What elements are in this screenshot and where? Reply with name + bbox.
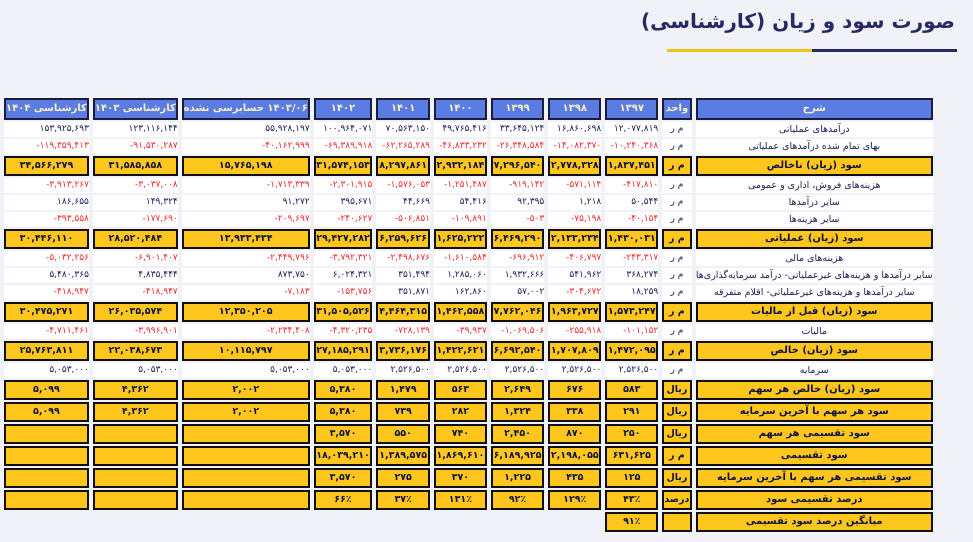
value-cell: ۴,۸۳۵,۴۴۴ <box>93 268 178 283</box>
value-cell: ۲۷,۱۸۵,۲۹۱ <box>314 341 373 361</box>
value-cell: ۳۳,۶۴۵,۱۲۴ <box>491 122 544 137</box>
value-cell: ۲۲,۰۳۸,۶۷۳ <box>93 341 178 361</box>
value-cell: -۴۰۶,۷۹۷ <box>548 251 601 266</box>
value-cell: ۶,۲۵۹,۶۲۶ <box>376 229 430 249</box>
row-unit: درصد <box>662 490 691 510</box>
row-label: هزینه‌های فروش، اداری و عمومی <box>696 178 934 193</box>
value-cell: ۳,۷۳۶,۱۷۶ <box>376 341 430 361</box>
table-row <box>4 195 933 210</box>
table-row <box>4 446 933 466</box>
value-cell: ۱۲۵ <box>605 468 658 488</box>
underline-gold-segment <box>667 49 812 52</box>
value-cell: ۳۳۸ <box>548 402 601 422</box>
value-cell: -۲۵۵,۹۱۸ <box>548 324 601 339</box>
value-cell: ۹۱٪ <box>605 512 658 532</box>
table-row <box>4 229 933 249</box>
value-cell: ۲,۷۷۸,۳۲۸ <box>548 156 601 176</box>
value-cell: -۳۹,۹۳۷ <box>434 324 487 339</box>
row-label: میانگین درصد سود تقسیمی <box>696 512 934 532</box>
value-cell: -۱۷۷,۶۹۰ <box>93 212 178 227</box>
value-cell: -۱۵۳,۷۵۶ <box>314 285 373 300</box>
value-cell: ۲۹,۴۲۷,۲۸۲ <box>314 229 373 249</box>
table-row <box>4 212 933 227</box>
row-label: سود تقسیمی <box>696 446 934 466</box>
value-cell: ۲,۹۳۲,۱۸۴ <box>434 156 487 176</box>
value-cell: ۱,۷۰۷,۸۰۹ <box>548 341 601 361</box>
value-cell: -۳,۹۱۳,۲۶۷ <box>4 178 89 193</box>
underline-navy-segment <box>812 49 957 52</box>
row-unit: م ر <box>662 251 691 266</box>
value-cell: ۳,۵۷۰ <box>314 424 373 444</box>
row-unit: ریال <box>662 380 691 400</box>
value-cell: -۶۹۶,۹۱۲ <box>491 251 544 266</box>
value-cell: -۴۱۸,۹۴۷ <box>4 285 89 300</box>
value-cell: ۵,۰۹۹ <box>4 380 89 400</box>
value-cell: ۵۰,۵۴۴ <box>605 195 658 210</box>
value-cell <box>93 512 178 532</box>
value-cell: ۳۶۸,۲۷۴ <box>605 268 658 283</box>
value-cell: ۱,۴۷۲,۰۹۵ <box>605 341 658 361</box>
row-label: مالیات <box>696 324 934 339</box>
row-label: سود (زیان) خالص هر سهم <box>696 380 934 400</box>
value-cell: ۱,۹۳۲,۶۶۶ <box>491 268 544 283</box>
table-row <box>4 324 933 339</box>
row-label: سود (زیان) قبل از مالیات <box>696 302 934 322</box>
value-cell: ۲,۵۲۶,۵۰۰ <box>548 363 601 378</box>
row-label: درآمدهای عملیاتی <box>696 122 934 137</box>
value-cell: -۴۰,۱۵۴ <box>605 212 658 227</box>
row-unit: م ر <box>662 122 691 137</box>
year-column-header-6: ۱۴۰۳/۰۶ حسابرسی نشده <box>182 98 310 120</box>
value-cell <box>182 490 310 510</box>
value-cell: ۱۸۶,۶۵۵ <box>4 195 89 210</box>
row-label: سایر درآمدها و هزینه‌های غیرعملیاتی- درآمد سرمایه‌گذاری‌ها <box>696 268 934 283</box>
value-cell: -۷۵,۱۹۸ <box>548 212 601 227</box>
value-cell: -۲۴۰,۶۲۷ <box>314 212 373 227</box>
row-unit: م ر <box>662 139 691 154</box>
table-row <box>4 302 933 322</box>
value-cell: ۱,۴۷۹ <box>376 380 430 400</box>
value-cell: ۶۳۱,۶۲۵ <box>605 446 658 466</box>
value-cell: -۴۰,۱۶۲,۹۹۹ <box>182 139 310 154</box>
value-cell <box>434 512 487 532</box>
value-cell: ۳۷۰ <box>434 468 487 488</box>
header-row <box>4 98 933 120</box>
row-label: سایر هزینه‌ها <box>696 212 934 227</box>
value-cell: -۴,۳۲۰,۲۳۵ <box>314 324 373 339</box>
table-row <box>4 285 933 300</box>
value-cell: ۸,۲۹۷,۸۶۱ <box>376 156 430 176</box>
row-unit: م ر <box>662 156 691 176</box>
value-cell: ۲,۵۲۶,۵۰۰ <box>491 363 544 378</box>
table-row <box>4 402 933 422</box>
value-cell: ۴,۴۶۴,۳۱۵ <box>376 302 430 322</box>
value-cell: ۵,۳۸۰ <box>314 402 373 422</box>
row-unit: م ر <box>662 324 691 339</box>
table-row <box>4 380 933 400</box>
value-cell: -۵۷۱,۱۱۴ <box>548 178 601 193</box>
value-cell: ۱۰۰,۹۶۴,۰۷۱ <box>314 122 373 137</box>
table-row <box>4 268 933 283</box>
value-cell: ۱۳۱٪ <box>434 490 487 510</box>
value-cell: ۵,۰۵۳,۰۰۰ <box>314 363 373 378</box>
value-cell: ۵,۰۵۳,۰۰۰ <box>4 363 89 378</box>
value-cell: ۱,۴۳۰,۰۳۱ <box>605 229 658 249</box>
row-unit <box>662 512 691 532</box>
value-cell: -۲,۴۹۸,۶۷۶ <box>376 251 430 266</box>
value-cell: ۵۴۱,۹۶۲ <box>548 268 601 283</box>
row-unit: م ر <box>662 268 691 283</box>
value-cell <box>93 490 178 510</box>
value-cell: ۲۵,۷۶۳,۸۱۱ <box>4 341 89 361</box>
value-cell: ۲,۱۹۸,۰۵۵ <box>548 446 601 466</box>
row-label: هزینه‌های مالی <box>696 251 934 266</box>
value-cell: ۶۷۶ <box>548 380 601 400</box>
value-cell: ۵۵۰ <box>376 424 430 444</box>
value-cell: -۲۴۳,۳۱۷ <box>605 251 658 266</box>
table-body <box>4 122 933 532</box>
value-cell: ۵,۰۵۳,۰۰۰ <box>182 363 310 378</box>
value-cell: -۵۰۶,۸۵۱ <box>376 212 430 227</box>
value-cell: ۲,۵۲۶,۵۰۰ <box>376 363 430 378</box>
row-unit: ریال <box>662 424 691 444</box>
value-cell: ۱۶,۸۶۰,۶۹۸ <box>548 122 601 137</box>
table-row <box>4 251 933 266</box>
value-cell: -۳,۰۳۷,۰۰۸ <box>93 178 178 193</box>
desc-column-header: شرح <box>696 98 934 120</box>
value-cell: ۹۲٪ <box>491 490 544 510</box>
row-unit: م ر <box>662 363 691 378</box>
value-cell: ۲,۵۲۶,۵۰۰ <box>605 363 658 378</box>
value-cell: ۳۷٪ <box>376 490 430 510</box>
value-cell: ۳,۵۷۰ <box>314 468 373 488</box>
row-label: سود (زیان) عملیاتی <box>696 229 934 249</box>
value-cell: -۳۹۳,۵۵۸ <box>4 212 89 227</box>
value-cell: ۲,۵۲۶,۵۰۰ <box>434 363 487 378</box>
value-cell: -۴۱۸,۹۴۷ <box>93 285 178 300</box>
value-cell: -۱,۰۶۹,۵۰۶ <box>491 324 544 339</box>
value-cell <box>314 512 373 532</box>
value-cell: ۳۵۱,۴۹۴ <box>376 268 430 283</box>
row-unit: ریال <box>662 468 691 488</box>
value-cell: ۳۱,۵۸۵,۸۵۸ <box>93 156 178 176</box>
year-column-header-7: کارشناسی ۱۴۰۳ <box>93 98 178 120</box>
year-column-header-2: ۱۳۹۹ <box>491 98 544 120</box>
value-cell: -۲,۴۴۹,۷۹۶ <box>182 251 310 266</box>
value-cell: ۵۵,۹۲۸,۱۹۷ <box>182 122 310 137</box>
value-cell: ۸۷۰ <box>548 424 601 444</box>
value-cell: -۲,۲۳۴,۴۰۸ <box>182 324 310 339</box>
value-cell: ۳۵۱,۸۷۱ <box>376 285 430 300</box>
value-cell: -۲۰۹,۶۹۷ <box>182 212 310 227</box>
value-cell <box>182 468 310 488</box>
value-cell: ۱,۴۲۲,۶۲۱ <box>434 341 487 361</box>
table-row <box>4 424 933 444</box>
value-cell: -۹۱۹,۱۴۲ <box>491 178 544 193</box>
value-cell: ۲۵۰ <box>605 424 658 444</box>
value-cell: ۲,۶۴۹ <box>491 380 544 400</box>
value-cell: ۷,۷۶۲,۰۴۶ <box>491 302 544 322</box>
row-unit: م ر <box>662 212 691 227</box>
row-label: بهای تمام شده درآمدهای عملیاتی <box>696 139 934 154</box>
table-row <box>4 490 933 510</box>
value-cell: ۲۷۵ <box>376 468 430 488</box>
value-cell: -۱۴,۰۸۲,۳۷۰ <box>548 139 601 154</box>
row-unit: م ر <box>662 341 691 361</box>
year-column-header-8: کارشناسی ۱۴۰۴ <box>4 98 89 120</box>
row-unit: م ر <box>662 229 691 249</box>
value-cell: ۲۸۲ <box>434 402 487 422</box>
value-cell: ۴۳٪ <box>605 490 658 510</box>
value-cell <box>4 490 89 510</box>
value-cell: ۱۴۹,۳۲۴ <box>93 195 178 210</box>
row-unit: م ر <box>662 302 691 322</box>
table-row <box>4 156 933 176</box>
value-cell: ۱,۳۲۴ <box>491 402 544 422</box>
value-cell: ۱۶۲,۸۶۰ <box>434 285 487 300</box>
value-cell: ۲,۰۰۲ <box>182 380 310 400</box>
value-cell: -۵,۰۳۲,۲۵۶ <box>4 251 89 266</box>
value-cell: -۱۰۹,۸۹۱ <box>434 212 487 227</box>
value-cell: ۱۸,۲۵۹ <box>605 285 658 300</box>
value-cell <box>182 424 310 444</box>
value-cell: ۶,۰۲۴,۳۲۱ <box>314 268 373 283</box>
value-cell: ۱۳,۹۳۳,۴۳۴ <box>182 229 310 249</box>
value-cell: ۱۲۳,۱۱۶,۱۴۴ <box>93 122 178 137</box>
value-cell: ۱,۸۶۹,۶۱۰ <box>434 446 487 466</box>
value-cell: ۶,۶۹۲,۵۴۰ <box>491 341 544 361</box>
row-label: سود (زیان) ناخالص <box>696 156 934 176</box>
table-row <box>4 512 933 532</box>
value-cell: -۳۰۴,۶۷۲ <box>548 285 601 300</box>
value-cell: ۱,۸۳۷,۴۵۱ <box>605 156 658 176</box>
value-cell: ۵۷,۰۰۲ <box>491 285 544 300</box>
value-cell: ۴,۳۶۲ <box>93 380 178 400</box>
value-cell: ۲۹۱ <box>605 402 658 422</box>
value-cell: ۲,۰۰۲ <box>182 402 310 422</box>
value-cell: -۶,۹۰۱,۴۰۷ <box>93 251 178 266</box>
value-cell: ۱,۲۲۵ <box>491 468 544 488</box>
row-label: سود تقسیمی هر سهم <box>696 424 934 444</box>
value-cell <box>491 512 544 532</box>
value-cell: ۷۰,۵۶۳,۱۵۰ <box>376 122 430 137</box>
value-cell: -۶۲,۲۶۵,۲۸۹ <box>376 139 430 154</box>
value-cell: -۹۱,۵۳۰,۲۸۷ <box>93 139 178 154</box>
value-cell: ۱,۲۱۸ <box>548 195 601 210</box>
value-cell: ۳۴,۵۶۶,۲۷۹ <box>4 156 89 176</box>
value-cell: ۳۱,۵۰۵,۵۲۶ <box>314 302 373 322</box>
table-row <box>4 139 933 154</box>
value-cell <box>4 468 89 488</box>
value-cell: -۱,۶۱۰,۵۸۴ <box>434 251 487 266</box>
value-cell: ۱۲,۳۵۰,۲۰۵ <box>182 302 310 322</box>
value-cell: ۶,۱۸۹,۹۲۵ <box>491 446 544 466</box>
row-label: سایر درآمدها و هزینه‌های غیرعملیاتی- اقلام متفرقه <box>696 285 934 300</box>
value-cell: ۶,۴۶۹,۲۹۰ <box>491 229 544 249</box>
value-cell: -۴۶,۸۳۳,۲۳۲ <box>434 139 487 154</box>
value-cell: ۵,۰۵۳,۰۰۰ <box>93 363 178 378</box>
value-cell: ۷۳۹ <box>376 402 430 422</box>
value-cell <box>4 446 89 466</box>
value-cell: ۲,۴۵۰ <box>491 424 544 444</box>
value-cell: ۱,۶۲۵,۲۲۲ <box>434 229 487 249</box>
value-cell: -۳,۷۹۲,۳۲۱ <box>314 251 373 266</box>
value-cell: ۷۴۰ <box>434 424 487 444</box>
value-cell: -۱,۵۷۶,۰۵۳ <box>376 178 430 193</box>
value-cell: ۲۶,۰۳۵,۵۷۴ <box>93 302 178 322</box>
value-cell: ۱,۲۸۵,۰۶۰ <box>434 268 487 283</box>
year-column-header-5: ۱۴۰۲ <box>314 98 373 120</box>
value-cell: ۴۳۵ <box>548 468 601 488</box>
value-cell: ۹۲,۳۹۵ <box>491 195 544 210</box>
year-column-header-0: ۱۳۹۷ <box>605 98 658 120</box>
value-cell: ۱۸,۰۳۹,۲۱۰ <box>314 446 373 466</box>
value-cell: -۴۱۷,۸۱۰ <box>605 178 658 193</box>
value-cell: -۲۶,۳۴۸,۵۸۴ <box>491 139 544 154</box>
value-cell: ۵۴,۴۱۶ <box>434 195 487 210</box>
value-cell: -۱,۲۵۱,۴۸۷ <box>434 178 487 193</box>
row-unit: م ر <box>662 195 691 210</box>
value-cell: ۹۱,۲۷۲ <box>182 195 310 210</box>
value-cell: -۳,۹۹۶,۹۰۱ <box>93 324 178 339</box>
value-cell: ۵,۴۸۰,۳۶۵ <box>4 268 89 283</box>
row-label: سرمایه <box>696 363 934 378</box>
value-cell: ۷,۲۹۶,۵۴۰ <box>491 156 544 176</box>
value-cell: ۶۶٪ <box>314 490 373 510</box>
value-cell: -۱۰۱,۱۵۲ <box>605 324 658 339</box>
row-unit: م ر <box>662 178 691 193</box>
value-cell: ۱,۳۸۹,۵۷۵ <box>376 446 430 466</box>
row-unit: م ر <box>662 446 691 466</box>
value-cell: -۱,۷۱۳,۳۳۹ <box>182 178 310 193</box>
value-cell: ۵۸۳ <box>605 380 658 400</box>
value-cell: ۳۱,۵۷۴,۱۵۳ <box>314 156 373 176</box>
value-cell: ۱۵,۷۶۵,۱۹۸ <box>182 156 310 176</box>
value-cell: ۵,۳۸۰ <box>314 380 373 400</box>
value-cell: ۲,۱۳۳,۲۳۴ <box>548 229 601 249</box>
value-cell: -۷,۱۸۳ <box>182 285 310 300</box>
profit-loss-table <box>0 96 937 534</box>
value-cell: -۴,۷۱۱,۴۶۱ <box>4 324 89 339</box>
row-label: سود (زیان) خالص <box>696 341 934 361</box>
value-cell: ۴۹,۷۶۵,۴۱۶ <box>434 122 487 137</box>
page-title: صورت سود و زیان (کارشناسی) <box>640 9 955 33</box>
value-cell: -۷۲۸,۱۳۹ <box>376 324 430 339</box>
value-cell: ۴,۳۶۲ <box>93 402 178 422</box>
table-row <box>4 468 933 488</box>
unit-column-header: واحد <box>662 98 691 120</box>
value-cell <box>93 424 178 444</box>
value-cell: ۵,۰۹۹ <box>4 402 89 422</box>
row-label: درصد تقسیمی سود <box>696 490 934 510</box>
table-row <box>4 122 933 137</box>
value-cell: -۶۹,۳۸۹,۹۱۸ <box>314 139 373 154</box>
value-cell: ۸۷۳,۷۵۰ <box>182 268 310 283</box>
year-column-header-1: ۱۳۹۸ <box>548 98 601 120</box>
value-cell <box>93 446 178 466</box>
row-label: سود هر سهم با آخرین سرمایه <box>696 402 934 422</box>
row-unit: م ر <box>662 285 691 300</box>
value-cell: ۱۲۹٪ <box>548 490 601 510</box>
year-column-header-4: ۱۴۰۱ <box>376 98 430 120</box>
value-cell: ۵۶۳ <box>434 380 487 400</box>
value-cell: -۵۰۳ <box>491 212 544 227</box>
value-cell: ۳۰,۴۴۶,۱۱۰ <box>4 229 89 249</box>
value-cell <box>182 512 310 532</box>
row-label: سود تقسیمی هر سهم با آخرین سرمایه <box>696 468 934 488</box>
row-label: سایر درآمدها <box>696 195 934 210</box>
value-cell: ۴۴,۶۶۹ <box>376 195 430 210</box>
value-cell: ۱۵۳,۹۲۵,۶۹۳ <box>4 122 89 137</box>
value-cell: ۳۰,۴۷۵,۲۷۱ <box>4 302 89 322</box>
value-cell: ۳۹۵,۶۷۱ <box>314 195 373 210</box>
value-cell: ۱۲,۰۷۷,۸۱۹ <box>605 122 658 137</box>
value-cell: ۱۰,۱۱۵,۷۹۷ <box>182 341 310 361</box>
value-cell <box>4 512 89 532</box>
value-cell: ۱,۴۶۲,۵۵۸ <box>434 302 487 322</box>
value-cell <box>4 424 89 444</box>
value-cell: ۱,۵۷۳,۲۴۷ <box>605 302 658 322</box>
year-column-header-3: ۱۴۰۰ <box>434 98 487 120</box>
table-row <box>4 178 933 193</box>
value-cell <box>93 468 178 488</box>
value-cell: ۲۸,۵۲۰,۴۸۴ <box>93 229 178 249</box>
title-underline <box>667 49 957 52</box>
value-cell: -۱۱۹,۳۵۹,۴۱۳ <box>4 139 89 154</box>
row-unit: ریال <box>662 402 691 422</box>
value-cell <box>548 512 601 532</box>
table-row <box>4 341 933 361</box>
value-cell <box>182 446 310 466</box>
value-cell: ۱,۹۶۳,۷۲۷ <box>548 302 601 322</box>
value-cell: -۱۰,۲۴۰,۳۶۸ <box>605 139 658 154</box>
value-cell <box>376 512 430 532</box>
value-cell: -۲,۳۰۱,۹۱۵ <box>314 178 373 193</box>
table-row <box>4 363 933 378</box>
table-head <box>4 98 933 120</box>
